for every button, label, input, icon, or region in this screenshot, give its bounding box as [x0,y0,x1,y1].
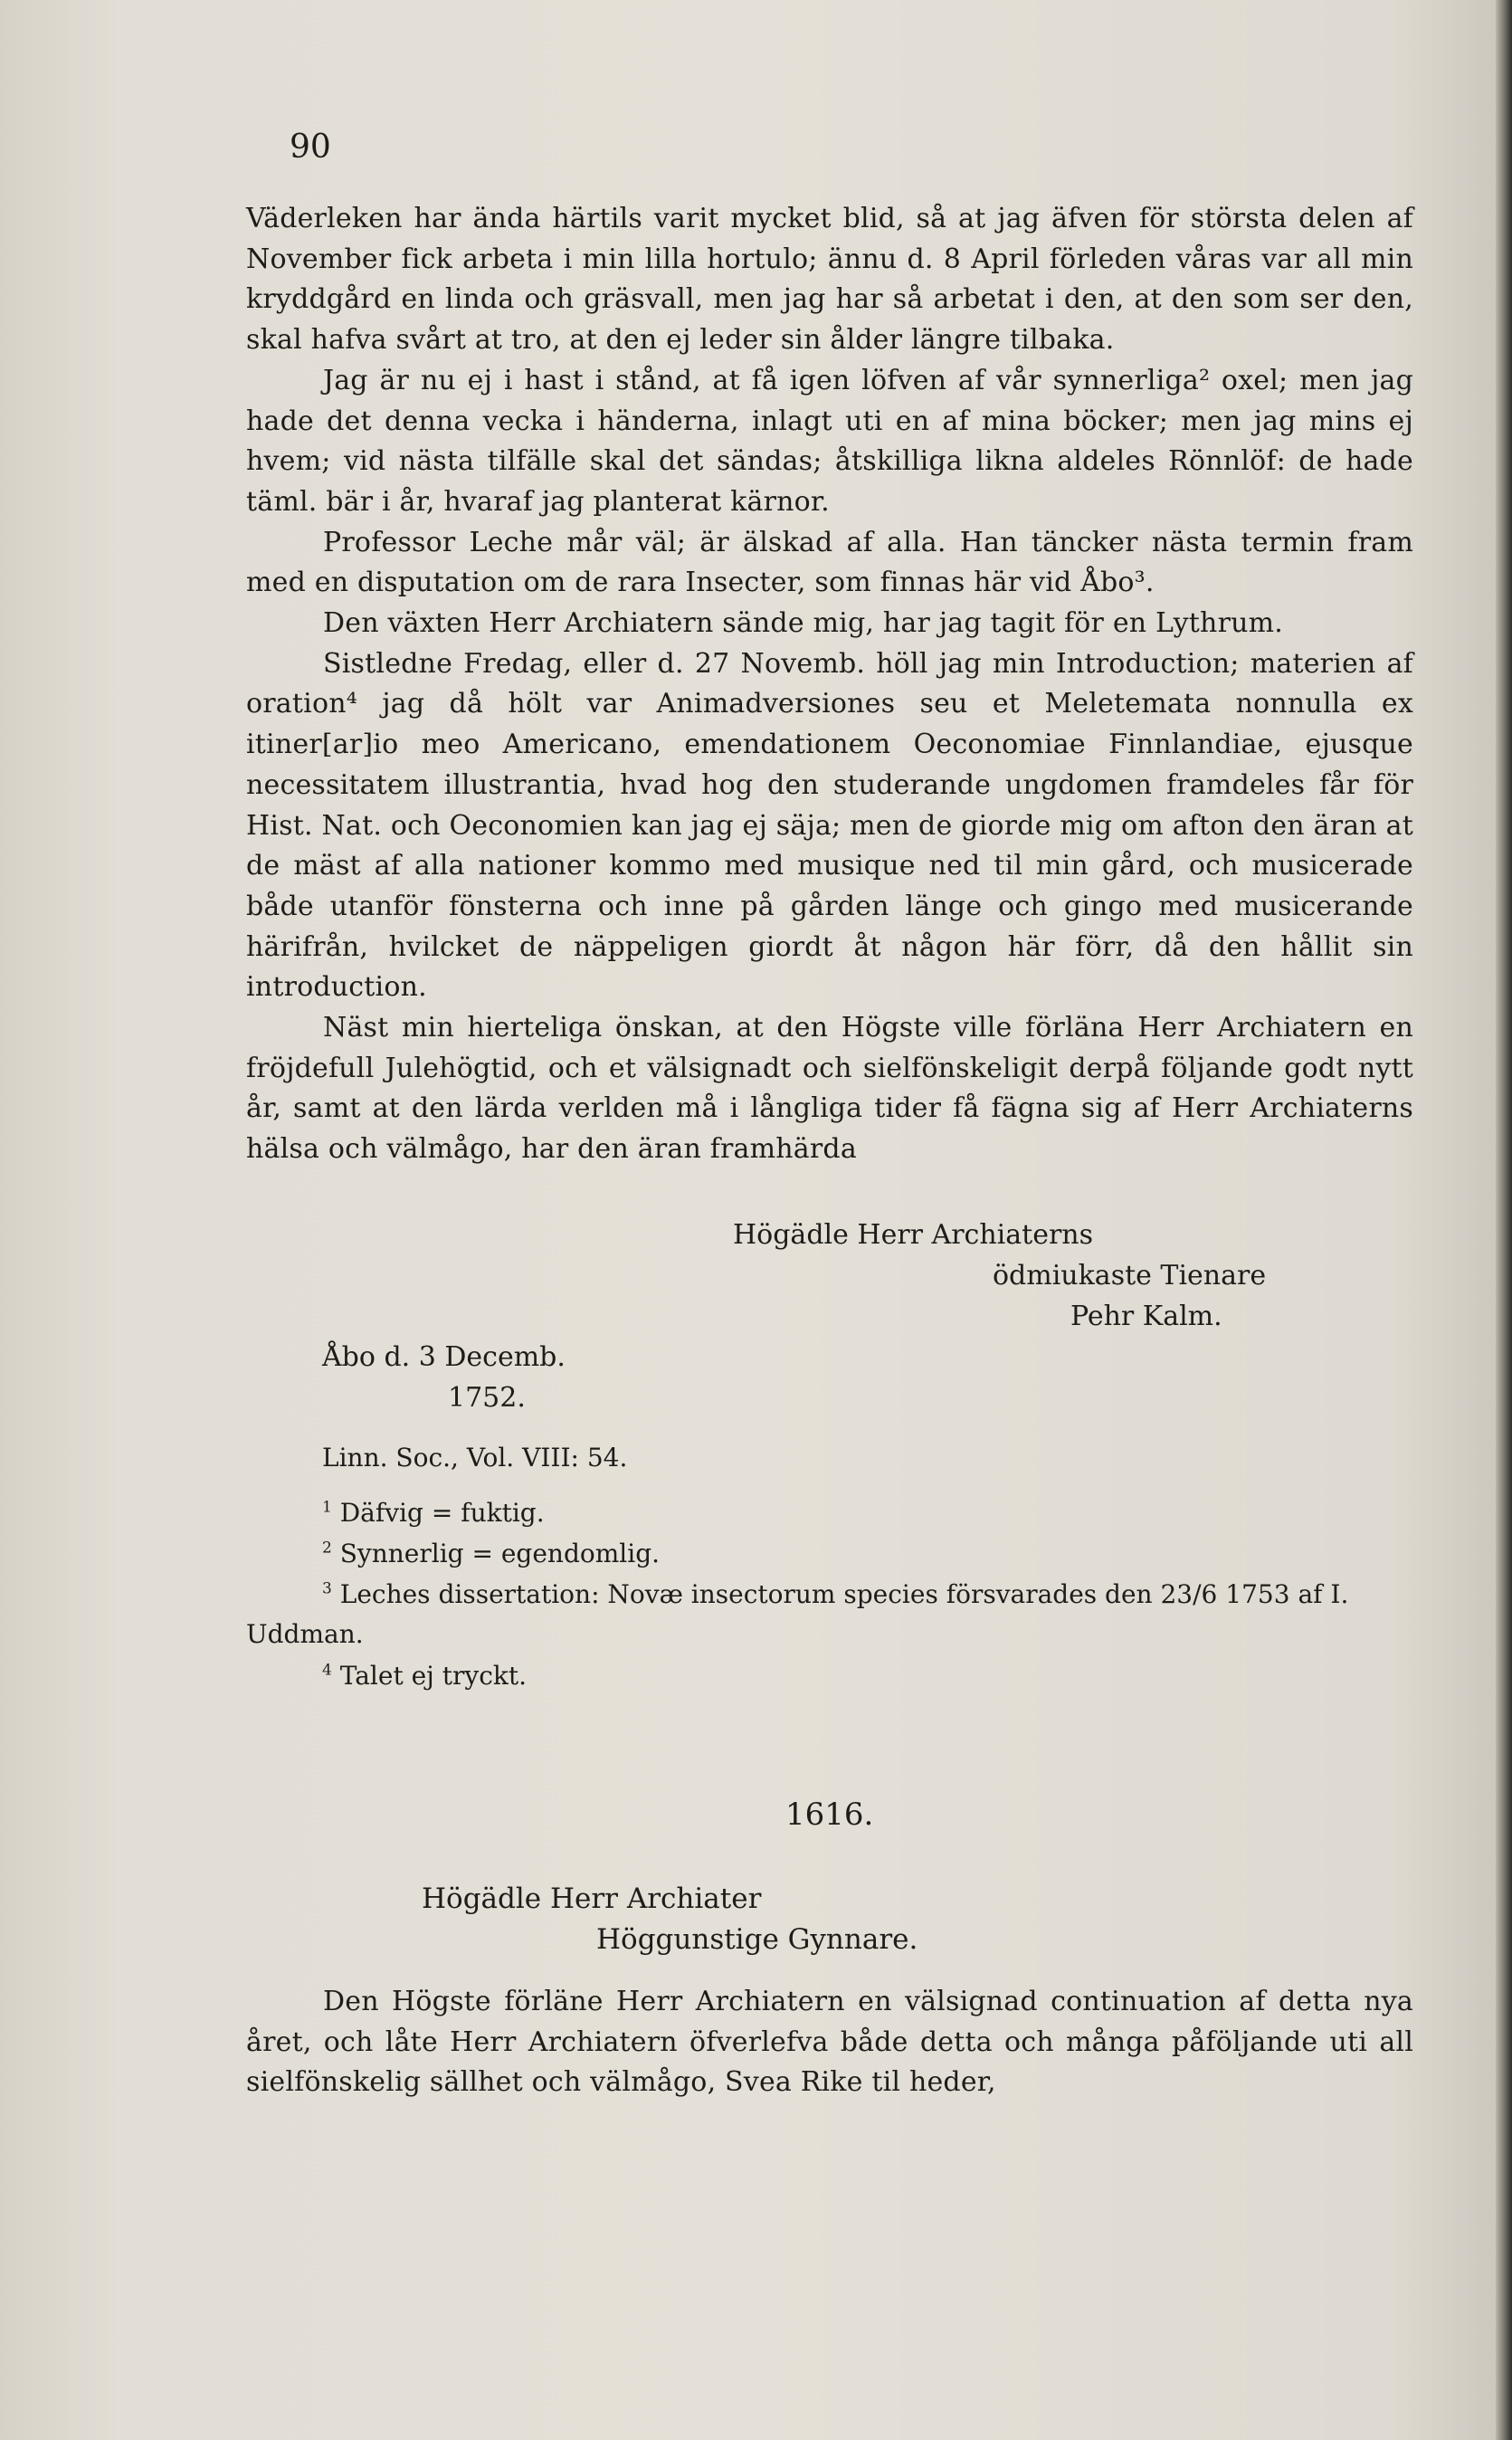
book-edge-shadow [1496,0,1512,2440]
letter-1616-body [246,1982,1413,2103]
place-date: Åbo d. 3 Decemb. [322,1341,566,1373]
footnote-text: Synnerlig = egendomlig. [339,1539,661,1568]
footnote-1 [246,1493,1413,1533]
footnote-date: 23/6 1753 [1160,1579,1290,1609]
footnote-text: Talet ej tryckt. [339,1661,528,1691]
paragraph-4: Den växten Herr Archiatern sände mig, har jag tagit för en Lythrum. [323,607,1284,640]
closing-line-2: ödmiukaste Tienare [993,1260,1267,1291]
source-reference: Linn. Soc., Vol. VIII: 54. [322,1443,628,1473]
paragraph-3: Professor Leche mår väl; är älskad af alla. Han täncker nästa termin fram med en disputation om de rara Insecter, som finnas här vid Åbo³. [246,526,1413,599]
footnote-text: Leches dissertation: Novæ insectorum species försvarades den [339,1579,1161,1609]
footnote-marker: 1 [322,1498,332,1517]
closing-line-1: Högädle Herr Archiaterns [733,1219,1094,1251]
footnote-2 [246,1534,1413,1574]
salutation-2: Höggunstige Gynnare. [596,1923,918,1956]
letter-1615-body [246,199,1413,1170]
paragraph-2: Jag är nu ej i hast i stånd, at få igen löfven af vår synnerliga² oxel; men jag hade det denna vecka i händerna, inlagt uti en af mina böcker; men jag mins ej hvem; vid nästa tilfälle skal det sändas; åtskilliga likna aldeles Rönnlöf: de hade täml. bär i år, hvaraf jag planterat kärnor. [246,364,1413,518]
paragraph-6: Näst min hierteliga önskan, at den Högste ville förläna Herr Archiatern en fröjdefull Julehögtid, och et välsignadt och sielfönskeligit derpå följande godt nytt år, samt at den lärda verlden må i långliga tider få fägna sig af Herr Archiaterns hälsa och välmågo, har den äran framhärda [246,1012,1413,1166]
signature: Pehr Kalm. [1070,1301,1222,1332]
footnote-marker: 4 [322,1661,332,1680]
salutation-1: Högädle Herr Archiater [422,1882,762,1915]
footnote-4 [246,1656,1413,1696]
year: 1752. [448,1382,526,1414]
footnote-3 [246,1575,1413,1654]
letter-number: 1616. [785,1797,874,1833]
paragraph-1: Väderleken har ända härtils varit mycket blid, så at jag äfven för största delen af November fick arbeta i min lilla hortulo; ännu d. 8 April förleden våras var all min kryddgård en linda och gräsvall, men jag har så arbetat i den, at den som ser den, skal hafva svårt at tro, at den ej leder sin ålder längre tilbaka. [246,203,1413,357]
footnote-marker: 3 [322,1579,332,1598]
page-number: 90 [290,129,331,166]
footnote-text: Däfvig = fuktig. [339,1498,545,1528]
paragraph-5: Sistledne Fredag, eller d. 27 Novemb. höll jag min Introduction; materien af oration⁴ jag då hölt var Animadversiones seu et Meletemata nonnulla ex itiner[ar]io meo Americano, emendationem Oeconomiae Finnlandiae, ejusque necessitatem illustrantia, hvad hog den studerande ungdomen framdeles får för Hist. Nat. och Oeconomien kan jag ej säja; men de giorde mig om afton den äran at de mäst af alla nationer kommo med musique ned til min gård, och musicerade både utanför fönsterna och inne på gården länge och gingo med musicerande härifrån, hvilcket de näppeligen giordt åt någon här förr, då den hållit sin introduction. [246,647,1413,1004]
footnote-marker: 2 [322,1539,332,1558]
footnote-text-continued: af I. Uddman. [246,1579,1349,1649]
paragraph-1616-1: Den Högste förläne Herr Archiatern en välsignad continuation af detta nya året, och låte Herr Archiatern öfverlefva både detta och många påföljande uti all sielfönskelig sällhet och välmågo, Svea Rike til heder, [246,1986,1413,2099]
